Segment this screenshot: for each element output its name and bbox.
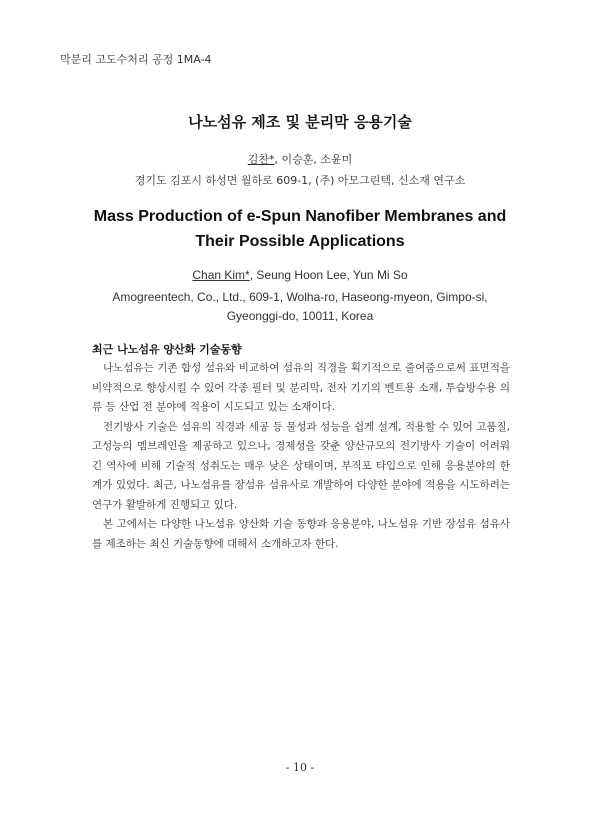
english-title-line2: Their Possible Applications [195,233,405,250]
english-authors [0,268,600,282]
body-paragraph: 본 고에서는 다양한 나노섬유 양산화 기술 동향과 응용분야, 나노섬유 기반 장섬유 섬유사를 제조하는 최신 기술동향에 대해서 소개하고자 한다. [92,518,510,550]
korean-affiliation: 경기도 김포시 하성면 월하로 609-1, (주) 아모그린텍, 신소재 연구소 [134,174,466,187]
body-paragraph: 전기방사 기술은 섬유의 직경과 세공 등 물성과 성능을 쉽게 설계, 적용할 수 있어 고품질, 고성능의 멤브레인을 제공하고 있으나, 경제성을 갖춘 양산규모의 전기방사 기술이 어려워 긴 역사에 비해 기술적 성취도는 매우 낮은 상태이며, 부직포 타입으로 인해 응용분야의 한계가 있었다. 최근, 나노섬유를 장섬유 섬유사로 개발하여 다양한 분야에 적용을 시도하려는 연구가 활발하게 진행되고 있다. [92,420,510,511]
english-title [0,204,600,254]
english-affiliation-line2: Gyeonggi-do, 10011, Korea [226,309,374,323]
korean-coauthors: , 이승훈, 소윤미 [274,153,353,166]
english-coauthors: , Seung Hoon Lee, Yun Mi So [249,268,408,282]
english-affiliation-line1: Amogreentech, Co., Ltd., 609-1, Wolha-ro, Haseong-myeon, Gimpo-si, [112,290,488,304]
english-affiliation [0,288,600,326]
korean-corresponding-author: 김찬* [247,153,275,166]
page-number: - 10 - [285,761,315,774]
body-paragraph: 나노섬유는 기존 합성 섬유와 비교하여 섬유의 직경을 획기적으로 줄여줌으로써 표면적을 비약적으로 향상시킬 수 있어 각종 필터 및 분리막, 전자 기기의 벤트용 소재, 투습방수용 의류 등 산업 전 분야에 적용이 시도되고 있는 소재이다. [92,362,510,413]
body-text [92,359,510,554]
english-corresponding-author: Chan Kim* [192,268,250,282]
korean-title: 나노섬유 제조 및 분리막 응용기술 [188,113,412,131]
korean-authors [0,151,600,167]
english-title-line1: Mass Production of e-Spun Nanofiber Membranes and [93,208,507,225]
running-header: 막분리 고도수처리 공정 1MA-4 [60,53,212,66]
section-heading: 최근 나노섬유 양산화 기술동향 [92,343,242,356]
